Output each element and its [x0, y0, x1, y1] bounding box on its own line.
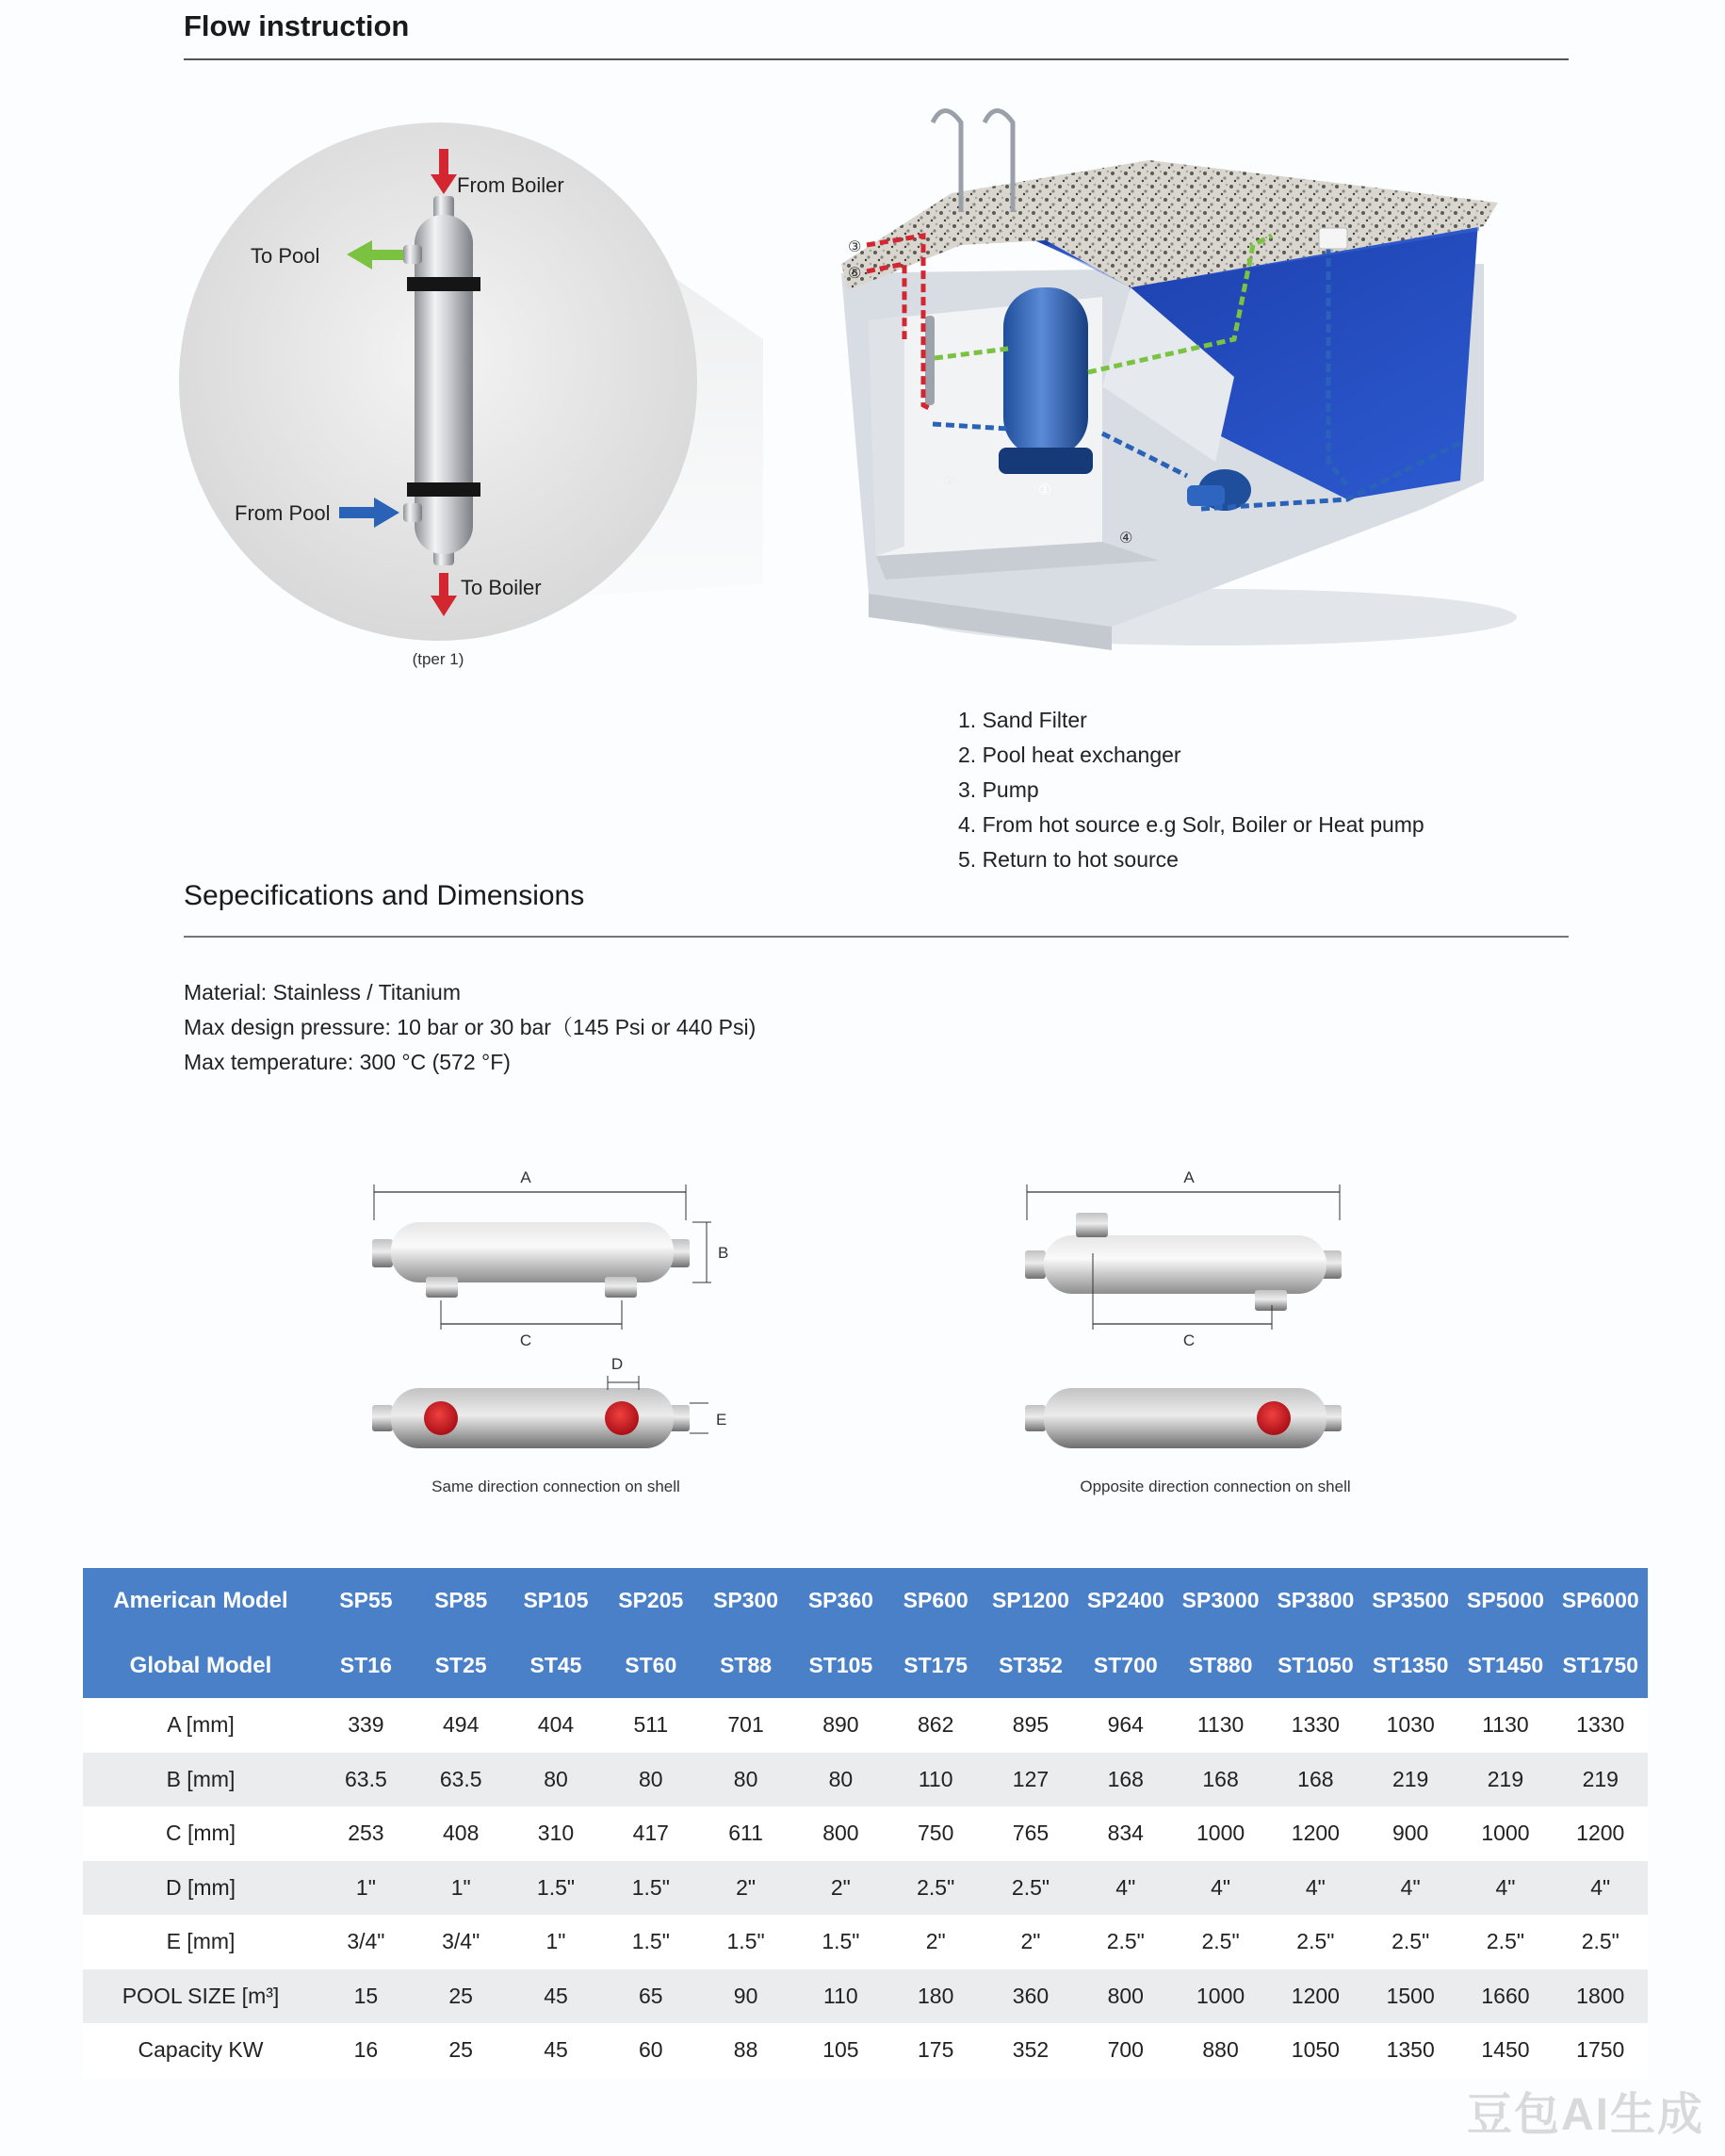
table-cell: 2.5"	[1458, 1915, 1554, 1969]
table-cell: 4"	[1363, 1861, 1458, 1916]
table-cell: 168	[1268, 1753, 1363, 1807]
table-cell: 1"	[509, 1915, 604, 1969]
table-cell: 168	[1173, 1753, 1268, 1807]
dim-label-c: C	[519, 1331, 532, 1349]
model-cell: ST45	[529, 1653, 582, 1677]
table-cell: 45	[509, 2023, 604, 2078]
marker-2: ②	[943, 471, 957, 489]
dim-label-d: D	[610, 1355, 624, 1373]
section-divider	[184, 58, 1569, 60]
table-cell: 1660	[1458, 1969, 1554, 2024]
model-cell: ST25	[434, 1653, 487, 1677]
label-from-pool: From Pool	[235, 501, 331, 525]
table-cell: 611	[698, 1806, 793, 1861]
opposite-direction-top-view	[1025, 1388, 1342, 1448]
table-cell: 65	[603, 1969, 698, 2024]
model-cell: SP105	[523, 1588, 589, 1612]
legend-item: 1. Sand Filter	[958, 708, 1087, 732]
row-label: POOL SIZE [m³]	[83, 1969, 318, 2024]
table-cell: 4"	[1078, 1861, 1173, 1916]
legend-item: 5. Return to hot source	[958, 847, 1179, 872]
table-cell: 700	[1078, 2023, 1173, 2078]
model-cell: ST88	[720, 1653, 773, 1677]
dim-label-e: E	[716, 1411, 727, 1429]
table-cell: 219	[1553, 1753, 1648, 1807]
table-cell: 310	[509, 1806, 604, 1861]
model-cell: SP3000	[1181, 1588, 1260, 1612]
marker-3: ③	[848, 237, 862, 255]
table-cell: 890	[793, 1698, 888, 1753]
label-to-boiler: To Boiler	[461, 576, 542, 599]
table-cell: 1800	[1553, 1969, 1648, 2024]
table-cell: 417	[603, 1806, 698, 1861]
spec-table-header	[83, 1568, 1648, 1698]
row-label: Global Model	[129, 1652, 272, 1678]
table-cell: 1750	[1553, 2023, 1648, 2078]
section-divider	[184, 936, 1569, 938]
marker-4: ④	[1119, 529, 1133, 547]
table-row	[83, 1861, 1648, 1916]
table-cell: 80	[698, 1753, 793, 1807]
table-cell: 511	[603, 1698, 698, 1753]
table-cell: 1.5"	[509, 1861, 604, 1916]
flow-detail-caption: (tper 1)	[412, 650, 464, 668]
model-cell: SP205	[618, 1588, 684, 1612]
row-label: C [mm]	[83, 1806, 318, 1861]
spec-summary	[184, 975, 756, 1080]
table-cell: 25	[414, 1969, 509, 2024]
table-cell: 360	[984, 1969, 1079, 2024]
table-cell: 1.5"	[793, 1915, 888, 1969]
same-direction-top-view	[372, 1355, 726, 1448]
section-title-flow: Flow instruction	[184, 9, 410, 42]
table-row	[83, 1753, 1648, 1807]
model-cell: ST880	[1188, 1653, 1253, 1677]
table-cell: 180	[888, 1969, 984, 2024]
table-cell: 219	[1458, 1753, 1554, 1807]
model-cell: ST16	[339, 1653, 392, 1677]
legend-item: 3. Pump	[958, 777, 1039, 802]
table-cell: 4"	[1553, 1861, 1648, 1916]
table-cell: 1050	[1268, 2023, 1363, 2078]
table-cell: 88	[698, 2023, 793, 2078]
table-cell: 80	[793, 1753, 888, 1807]
table-cell: 15	[318, 1969, 414, 2024]
table-cell: 1330	[1268, 1698, 1363, 1753]
model-cell: ST60	[625, 1653, 677, 1677]
component-legend	[958, 703, 1424, 877]
dim-label-c: C	[1182, 1331, 1196, 1349]
table-cell: 352	[984, 2023, 1079, 2078]
table-cell: 2.5"	[888, 1861, 984, 1916]
table-cell: 1330	[1553, 1698, 1648, 1753]
header-row-american-model	[83, 1568, 1648, 1633]
header-row-global-model	[83, 1633, 1648, 1698]
table-cell: 175	[888, 2023, 984, 2078]
table-cell: 2"	[793, 1861, 888, 1916]
table-cell: 4"	[1458, 1861, 1554, 1916]
table-cell: 168	[1078, 1753, 1173, 1807]
model-cell: ST352	[999, 1653, 1063, 1677]
legend-item: 4. From hot source e.g Solr, Boiler or Heat pump	[958, 812, 1424, 837]
table-cell: 45	[509, 1969, 604, 2024]
table-row	[83, 1969, 1648, 2024]
table-cell: 834	[1078, 1806, 1173, 1861]
model-cell: ST105	[808, 1653, 873, 1677]
model-cell: ST700	[1093, 1653, 1158, 1677]
model-cell: ST175	[903, 1653, 968, 1677]
spec-table-body	[83, 1698, 1648, 2078]
table-cell: 110	[888, 1753, 984, 1807]
table-cell: 80	[603, 1753, 698, 1807]
port-red-icon	[424, 1401, 458, 1435]
table-cell: 1200	[1268, 1969, 1363, 2024]
table-cell: 80	[509, 1753, 604, 1807]
table-cell: 1.5"	[603, 1915, 698, 1969]
model-cell: ST1050	[1277, 1653, 1354, 1677]
dimension-diagrams	[358, 1164, 1394, 1503]
row-label: B [mm]	[83, 1753, 318, 1807]
caption-same-direction: Same direction connection on shell	[431, 1478, 680, 1495]
heat-exchanger-tube	[403, 196, 480, 565]
section-title-specs: Sepecifications and Dimensions	[184, 880, 585, 911]
flow-detail-diagram	[141, 94, 763, 697]
model-cell: ST1350	[1372, 1653, 1449, 1677]
model-cell: SP300	[713, 1588, 779, 1612]
table-cell: 701	[698, 1698, 793, 1753]
table-cell: 964	[1078, 1698, 1173, 1753]
caption-opposite-direction: Opposite direction connection on shell	[1080, 1478, 1351, 1495]
row-label: A [mm]	[83, 1698, 318, 1753]
model-cell: SP1200	[992, 1588, 1069, 1612]
table-cell: 1500	[1363, 1969, 1458, 2024]
table-cell: 1.5"	[698, 1915, 793, 1969]
table-cell: 895	[984, 1698, 1079, 1753]
model-cell: SP3500	[1372, 1588, 1450, 1612]
table-cell: 1130	[1173, 1698, 1268, 1753]
table-cell: 900	[1363, 1806, 1458, 1861]
port-red-icon	[1257, 1401, 1291, 1435]
table-cell: 4"	[1173, 1861, 1268, 1916]
table-cell: 800	[1078, 1969, 1173, 2024]
dim-label-a: A	[520, 1168, 531, 1186]
table-cell: 2"	[984, 1915, 1079, 1969]
table-cell: 2.5"	[1173, 1915, 1268, 1969]
table-cell: 1200	[1268, 1806, 1363, 1861]
row-label: Capacity KW	[83, 2023, 318, 2078]
table-cell: 1030	[1363, 1698, 1458, 1753]
label-to-pool: To Pool	[251, 244, 320, 268]
model-cell: SP5000	[1467, 1588, 1544, 1612]
marker-5: ⑤	[848, 264, 862, 282]
table-cell: 1.5"	[603, 1861, 698, 1916]
watermark: 豆包AI生成	[1466, 2090, 1704, 2140]
table-cell: 2.5"	[1363, 1915, 1458, 1969]
table-cell: 1000	[1173, 1806, 1268, 1861]
table-cell: 1"	[414, 1861, 509, 1916]
table-cell: 63.5	[414, 1753, 509, 1807]
table-cell: 2"	[888, 1915, 984, 1969]
table-cell: 800	[793, 1806, 888, 1861]
table-cell: 2.5"	[1268, 1915, 1363, 1969]
model-cell: ST1750	[1562, 1653, 1639, 1677]
table-cell: 63.5	[318, 1753, 414, 1807]
table-cell: 862	[888, 1698, 984, 1753]
model-cell: SP600	[903, 1588, 968, 1612]
table-cell: 408	[414, 1806, 509, 1861]
model-cell: SP85	[434, 1588, 488, 1612]
table-cell: 2.5"	[984, 1861, 1079, 1916]
table-cell: 4"	[1268, 1861, 1363, 1916]
table-cell: 1000	[1173, 1969, 1268, 2024]
table-cell: 25	[414, 2023, 509, 2078]
label-from-boiler: From Boiler	[457, 173, 564, 197]
table-row	[83, 2023, 1648, 2078]
table-cell: 127	[984, 1753, 1079, 1807]
legend-item: 2. Pool heat exchanger	[958, 743, 1181, 767]
table-cell: 494	[414, 1698, 509, 1753]
table-cell: 253	[318, 1806, 414, 1861]
dim-label-b: B	[718, 1244, 729, 1262]
pool-system-diagram	[820, 104, 1517, 660]
table-cell: 1450	[1458, 2023, 1554, 2078]
table-cell: 750	[888, 1806, 984, 1861]
row-label: D [mm]	[83, 1861, 318, 1916]
table-cell: 2"	[698, 1861, 793, 1916]
table-cell: 1200	[1553, 1806, 1648, 1861]
port-red-icon	[605, 1401, 639, 1435]
same-direction-side-view	[372, 1168, 728, 1349]
table-cell: 90	[698, 1969, 793, 2024]
model-cell: SP55	[339, 1588, 393, 1612]
opposite-direction-side-view	[1025, 1168, 1342, 1349]
model-cell: ST1450	[1467, 1653, 1544, 1677]
table-cell: 1"	[318, 1861, 414, 1916]
table-cell: 60	[603, 2023, 698, 2078]
table-cell: 219	[1363, 1753, 1458, 1807]
spec-temperature: Max temperature: 300 °C (572 °F)	[184, 1050, 511, 1074]
table-row	[83, 1806, 1648, 1861]
spec-pressure: Max design pressure: 10 bar or 30 bar（145 Psi or 440 Psi)	[184, 1015, 757, 1039]
table-cell: 3/4"	[414, 1915, 509, 1969]
table-cell: 765	[984, 1806, 1079, 1861]
model-cell: SP2400	[1086, 1588, 1164, 1612]
table-cell: 404	[509, 1698, 604, 1753]
table-row	[83, 1915, 1648, 1969]
table-cell: 3/4"	[318, 1915, 414, 1969]
table-cell: 2.5"	[1078, 1915, 1173, 1969]
marker-1: ①	[1038, 481, 1052, 498]
model-cell: SP3800	[1277, 1588, 1355, 1612]
model-cell: SP6000	[1561, 1588, 1639, 1612]
row-label: E [mm]	[83, 1915, 318, 1969]
table-cell: 880	[1173, 2023, 1268, 2078]
spec-material: Material: Stainless / Titanium	[184, 980, 462, 1004]
row-label: American Model	[113, 1587, 288, 1613]
table-cell: 1130	[1458, 1698, 1554, 1753]
table-cell: 1000	[1458, 1806, 1554, 1861]
table-cell: 16	[318, 2023, 414, 2078]
table-cell: 2.5"	[1553, 1915, 1648, 1969]
table-row	[83, 1698, 1648, 1753]
table-cell: 1350	[1363, 2023, 1458, 2078]
spec-table	[83, 1568, 1648, 2078]
table-cell: 339	[318, 1698, 414, 1753]
dim-label-a: A	[1183, 1168, 1195, 1186]
table-cell: 105	[793, 2023, 888, 2078]
table-cell: 110	[793, 1969, 888, 2024]
model-cell: SP360	[807, 1588, 873, 1612]
